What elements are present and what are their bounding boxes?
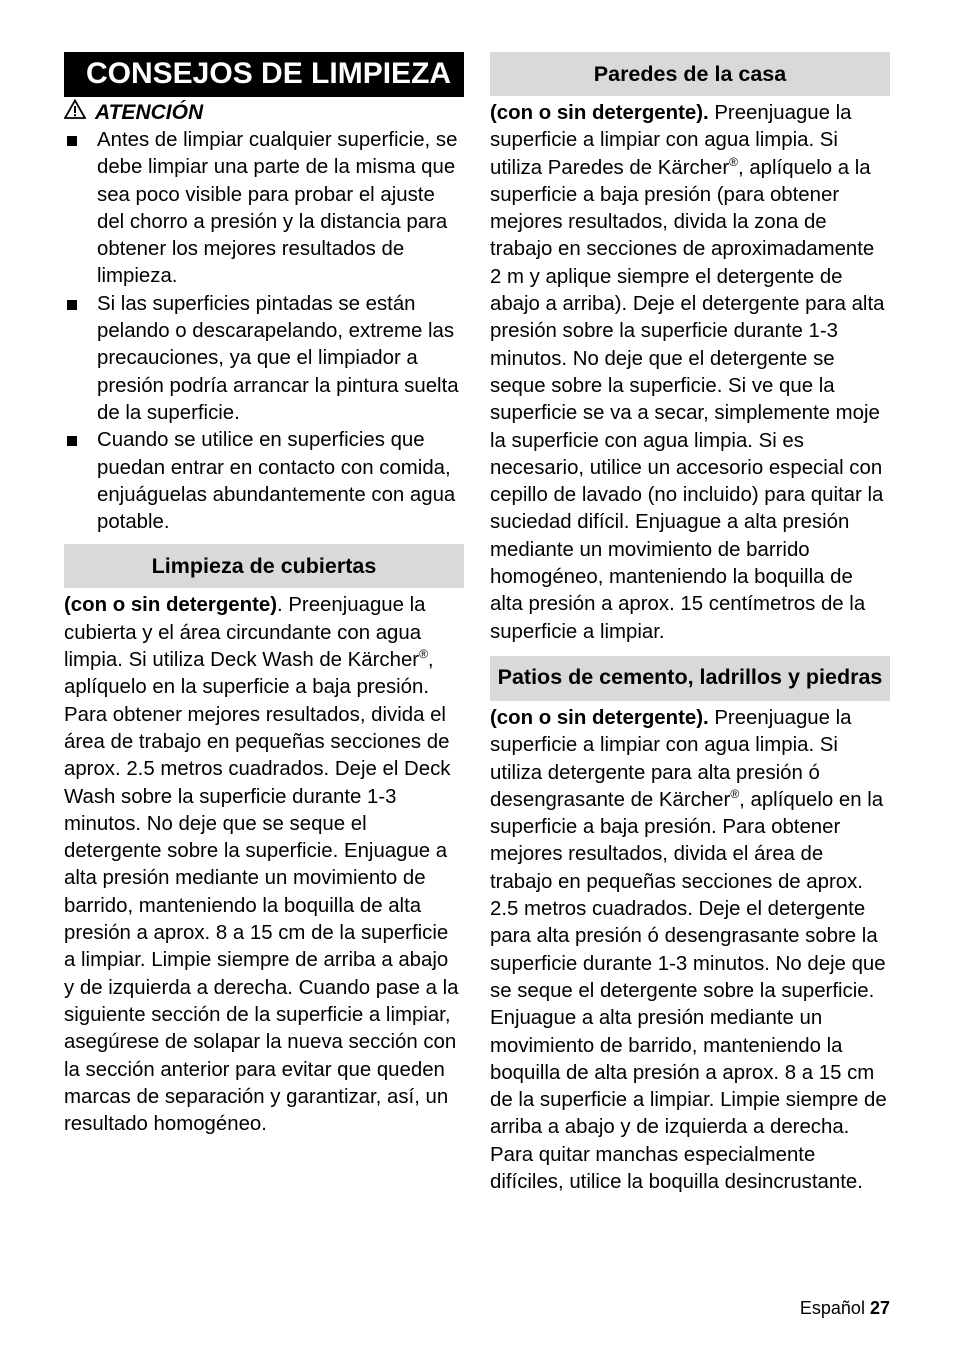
list-item xyxy=(64,127,464,291)
walls-text-b: , aplíquelo a la superficie a baja presión (para obtener mejores resultados, divida la zona de trabajo en secciones de aproximadamente 2 m y aplique siempre el detergente de abajo a arriba). Deje el detergente para alta presión sobre la superficie durante 1-3 minutos. No deje que el detergente se seque sobre la superficie. Si ve que la superficie se va a secar, simplemente moje la superficie con agua limpia. Si es necesario, utilice un accesorio especial con cepillo de lavado (no incluido) para quitar la suciedad difícil. Enjuague a alta presión mediante un movimiento de barrido homogéneo, manteniendo la boquilla de alta presión a aprox. 15 centímetros de la superficie a limpiar. xyxy=(490,156,885,643)
decks-text-a: . Preenjuague la cubierta y el área circundante con agua limpia. Si utiliza Deck Wash de Kärcher xyxy=(64,594,426,672)
bullet-text: Cuando se utilice en superficies que puedan entrar en contacto con comida, enjuáguelas abundantemente con agua potable. xyxy=(97,429,456,534)
patios-text-b: , aplíquelo en la superficie a baja presión. Para obtener mejores resultados, divida el área de trabajo en pequeñas secciones de aprox. 2.5 metros cuadrados. Deje el detergente para alta presión ó desengrasante sobre la superficie durante 1-3 minutos. No deje que se seque el detergente sobre la superficie. Enjuague a alta presión mediante un movimiento de barrido, manteniendo la boquilla de alta presión a aprox. 8 a 15 cm de la superficie a limpiar. Limpie siempre de arriba a abajo y de izquierda a derecha. Para quitar manchas especialmente difíciles, utilice la boquilla desincrustante. xyxy=(490,788,887,1193)
walls-lead: (con o sin detergente). xyxy=(490,102,709,124)
decks-text-b: , aplíquelo en la superficie a baja presión. Para obtener mejores resultados, divida el área de trabajo en pequeñas secciones de aprox. 2.5 metros cuadrados. Deje el Deck Wash sobre la superficie durante 1-3 minutos. No deje que se seque el detergente sobre la superficie. Enjuague a alta presión mediante un movimiento de barrido, manteniendo la boquilla de alta presión a aprox. 8 a 15 cm de la superficie a limpiar. Limpie siempre de arriba a abajo y de izquierda a derecha. Cuando pase a la siguiente sección de la superficie a limpiar, asegúrese de solapar la nueva sección con la sección anterior para evitar que queden marcas de separación y garantizar, así, un resultado homogéneo. xyxy=(64,649,459,1136)
caution-list xyxy=(64,127,464,536)
bullet-text: Antes de limpiar cualquier superficie, se debe limpiar una parte de la misma que sea poco visible para probar el ajuste del chorro a presión y la distancia para obtener los mejores resultados de limpieza. xyxy=(97,129,458,288)
page-number: 27 xyxy=(869,1298,890,1318)
left-column xyxy=(64,52,464,1138)
patios-lead: (con o sin detergente). xyxy=(490,706,709,729)
bullet-text: Si las superficies pintadas se están pelando o descarapelando, extreme las precauciones, ya que el limpiador a presión podría arrancar la pintura suelta de la superficie. xyxy=(97,292,459,424)
right-column xyxy=(490,52,890,1196)
patios-text-a: Preenjuague la superficie a limpiar con agua limpia. Si utiliza detergente para alta presión ó desengrasante de Kärcher xyxy=(490,706,852,811)
warning-triangle-icon xyxy=(64,99,88,127)
bullet-square-icon xyxy=(67,436,77,446)
bullet-square-icon xyxy=(67,300,77,310)
section-heading-walls: Paredes de la casa xyxy=(490,52,890,96)
caution-label: ATENCIÓN xyxy=(95,101,204,124)
section-heading-decks: Limpieza de cubiertas xyxy=(64,544,464,588)
patios-paragraph xyxy=(490,705,890,1196)
walls-text-a: Preenjuague la superficie a limpiar con agua limpia. Si utiliza Paredes de Kärcher xyxy=(490,102,852,179)
page-title: CONSEJOS DE LIMPIEZA xyxy=(64,52,464,97)
registered-mark: ® xyxy=(729,154,738,169)
registered-mark: ® xyxy=(730,787,740,802)
bullet-square-icon xyxy=(67,136,77,146)
list-item xyxy=(64,291,464,427)
list-item xyxy=(64,427,464,536)
page-footer xyxy=(800,1296,890,1320)
decks-paragraph xyxy=(64,592,464,1138)
registered-mark: ® xyxy=(419,647,428,662)
section-heading-patios: Patios de cemento, ladrillos y piedras xyxy=(490,656,890,701)
caution-heading xyxy=(64,99,464,127)
walls-paragraph xyxy=(490,100,890,646)
footer-language: Español xyxy=(799,1298,865,1318)
decks-lead: (con o sin detergente) xyxy=(64,594,277,617)
